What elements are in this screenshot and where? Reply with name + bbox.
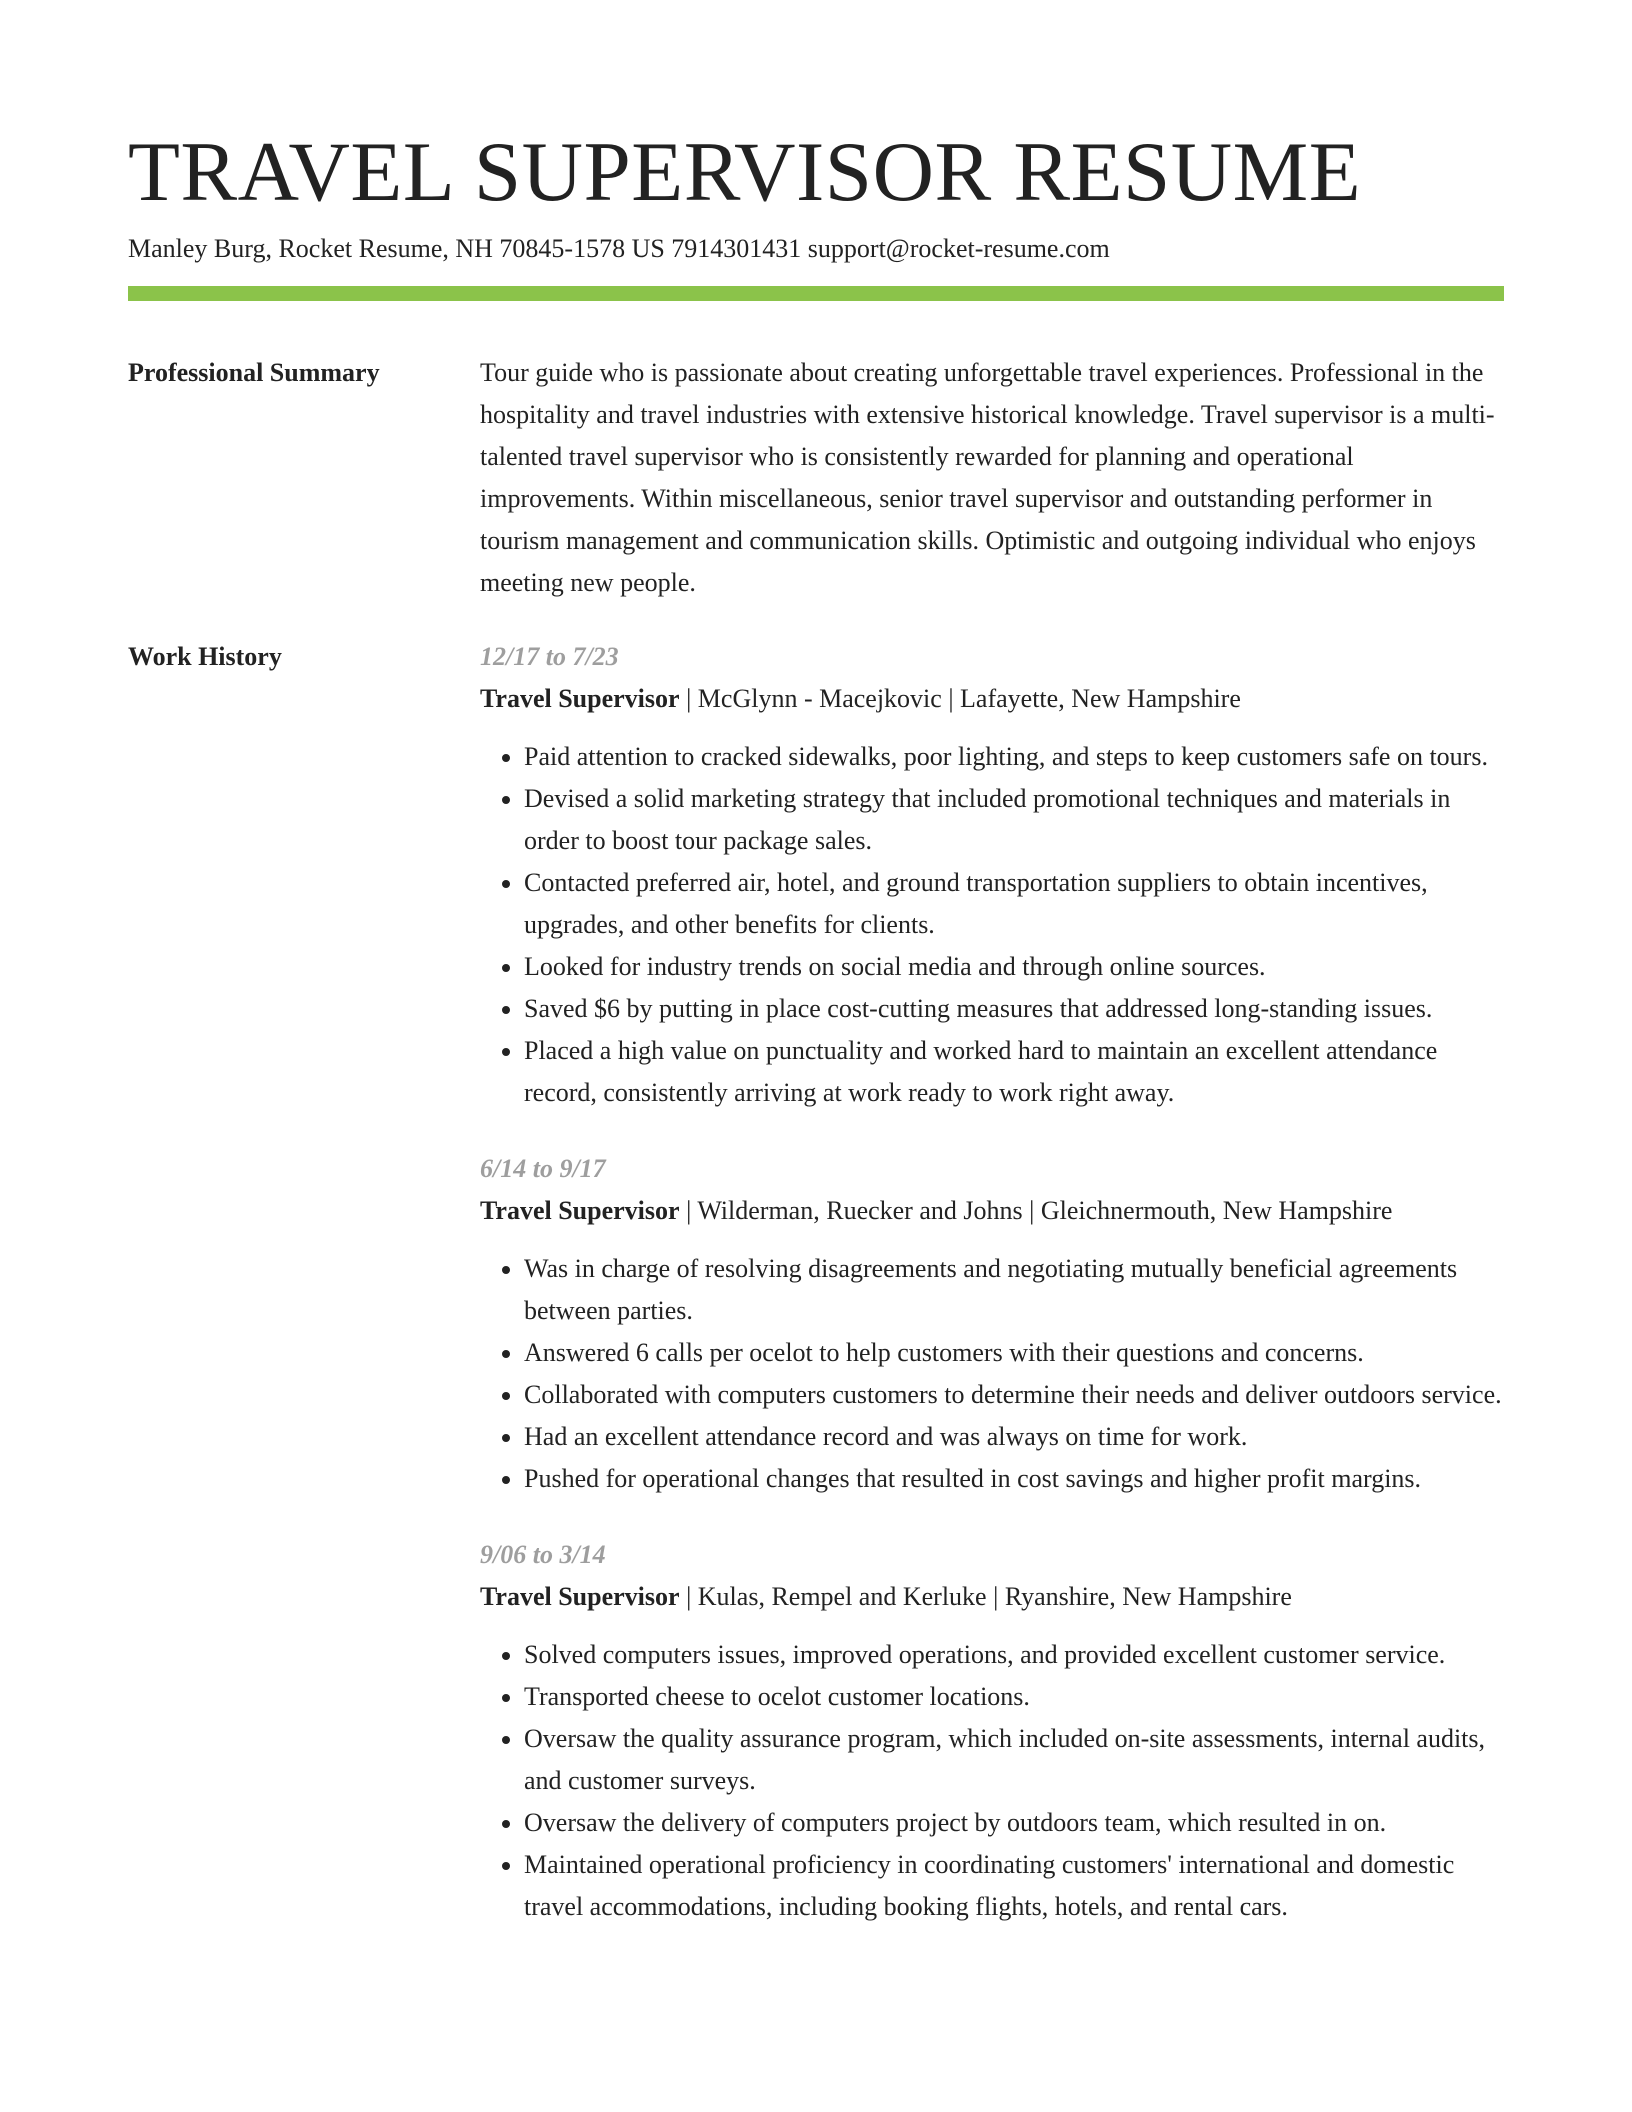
job-location: Ryanshire, New Hampshire	[1004, 1582, 1292, 1611]
summary-label: Professional Summary	[128, 358, 380, 387]
job-bullet-item: • Devised a solid marketing strategy that included promotional techniques and materials in order to boost tour package sales.	[524, 778, 1504, 862]
job-bullet-item: • Collaborated with computers customers to determine their needs and deliver outdoors service.	[524, 1374, 1504, 1416]
contact-line: Manley Burg, Rocket Resume, NH 70845-1578 US 7914301431 support@rocket-resume.com	[128, 234, 1110, 263]
job-dates: 12/17 to 7/23	[480, 642, 619, 671]
job-separator: |	[679, 1196, 698, 1225]
job-dates: 6/14 to 9/17	[480, 1154, 606, 1183]
job-title: Travel Supervisor	[480, 1582, 680, 1611]
resume-title: TRAVEL SUPERVISOR RESUME	[128, 125, 1362, 219]
job-company: McGlynn - Macejkovic	[697, 684, 942, 713]
job-bullet-item: • Maintained operational proficiency in coordinating customers' international and domestic travel accommodations, including booking flights, hotels, and rental cars.	[524, 1844, 1504, 1928]
job-entry	[480, 1148, 1504, 1500]
job-bullet-item: • Oversaw the delivery of computers project by outdoors team, which resulted in on.	[524, 1802, 1504, 1844]
job-separator: |	[986, 1582, 1005, 1611]
job-entry	[480, 1534, 1504, 1928]
job-separator: |	[679, 1582, 698, 1611]
job-heading-line	[480, 1576, 1504, 1618]
job-bullet-item: • Looked for industry trends on social media and through online sources.	[524, 946, 1504, 988]
job-bullet-item: • Answered 6 calls per ocelot to help customers with their questions and concerns.	[524, 1332, 1504, 1374]
job-heading-line	[480, 678, 1504, 720]
work-history-label: Work History	[128, 642, 282, 671]
work-history-body	[480, 636, 1504, 1962]
job-separator: |	[941, 684, 961, 713]
job-bullet-item: • Saved $6 by putting in place cost-cutting measures that addressed long-standing issues.	[524, 988, 1504, 1030]
job-bullet-item: • Placed a high value on punctuality and worked hard to maintain an excellent attendance record, consistently arriving at work ready to work right away.	[524, 1030, 1504, 1114]
job-company: Kulas, Rempel and Kerluke	[697, 1582, 987, 1611]
job-title: Travel Supervisor	[480, 1196, 680, 1225]
accent-divider	[128, 286, 1504, 301]
job-bullet-item: • Pushed for operational changes that resulted in cost savings and higher profit margins.	[524, 1458, 1504, 1500]
job-bullet-list	[480, 1248, 1504, 1500]
job-bullet-item: • Contacted preferred air, hotel, and ground transportation suppliers to obtain incentives, upgrades, and other benefits for clients.	[524, 862, 1504, 946]
job-separator: |	[679, 684, 698, 713]
job-bullet-list	[480, 736, 1504, 1114]
job-separator: |	[1022, 1196, 1041, 1225]
summary-text: Tour guide who is passionate about creating unforgettable travel experiences. Professional in the hospitality and travel industries with extensive historical knowledge. Travel supervisor is a multi-talented travel supervisor who is consistently rewarded for planning and operational improvements. Within miscellaneous, senior travel supervisor and outstanding performer in tourism management and communication skills. Optimistic and outgoing individual who enjoys meeting new people.	[480, 358, 1495, 597]
job-bullet-item: • Oversaw the quality assurance program, which included on-site assessments, internal audits, and customer surveys.	[524, 1718, 1504, 1802]
job-heading-line	[480, 1190, 1504, 1232]
job-location: Gleichnermouth, New Hampshire	[1040, 1196, 1393, 1225]
job-entry	[480, 636, 1504, 1114]
job-location: Lafayette, New Hampshire	[960, 684, 1241, 713]
job-bullet-item: • Solved computers issues, improved operations, and provided excellent customer service.	[524, 1634, 1504, 1676]
job-bullet-list	[480, 1634, 1504, 1928]
job-bullet-item: • Transported cheese to ocelot customer locations.	[524, 1676, 1504, 1718]
job-bullet-item: • Had an excellent attendance record and was always on time for work.	[524, 1416, 1504, 1458]
job-bullet-item: • Was in charge of resolving disagreements and negotiating mutually beneficial agreements between parties.	[524, 1248, 1504, 1332]
job-bullet-item: • Paid attention to cracked sidewalks, poor lighting, and steps to keep customers safe on tours.	[524, 736, 1504, 778]
summary-body	[480, 352, 1504, 604]
job-company: Wilderman, Ruecker and Johns	[697, 1196, 1023, 1225]
job-title: Travel Supervisor	[480, 684, 680, 713]
job-dates: 9/06 to 3/14	[480, 1540, 606, 1569]
